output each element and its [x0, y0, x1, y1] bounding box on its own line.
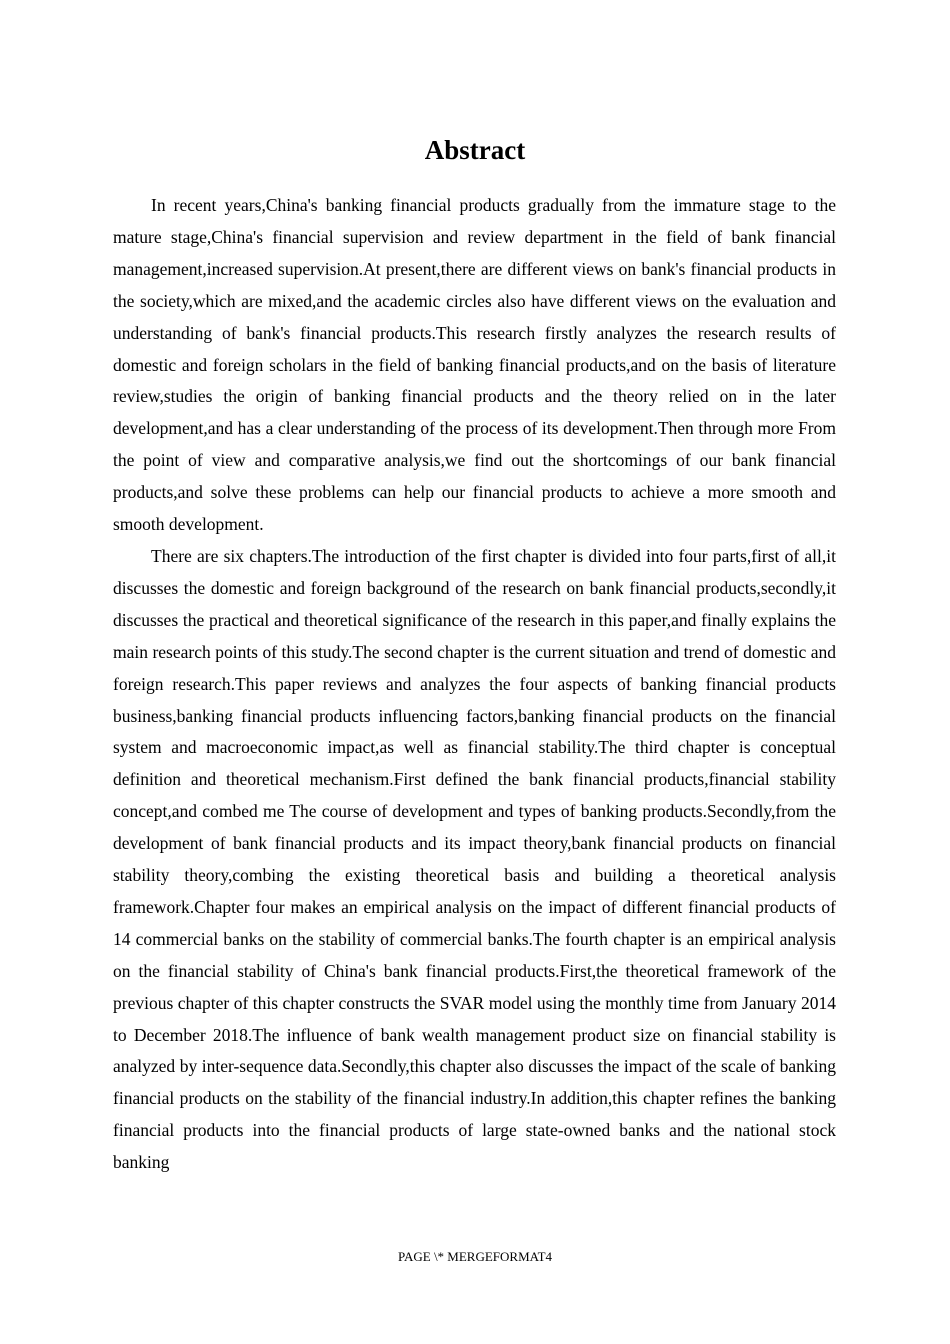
abstract-body [113, 190, 836, 1179]
paragraph: There are six chapters.The introduction of the first chapter is divided into four parts,first of all,it discusses the domestic and foreign background of the research on bank financial products,secondly,it discusses the practical and theoretical significance of the research in this paper,and finally explains the main research points of this study.The second chapter is the current situation and trend of domestic and foreign research.This paper reviews and analyzes the four aspects of banking financial products business,banking financial products influencing factors,banking financial products on the financial system and macroeconomic impact,as well as financial stability.The third chapter is conceptual definition and theoretical mechanism.First defined the bank financial products,financial stability concept,and combed me The course of development and types of banking products.Secondly,from the development of bank financial products and its impact theory,bank financial products on financial stability theory,combing the existing theoretical basis and building a theoretical analysis framework.Chapter four makes an empirical analysis on the impact of different financial products of 14 commercial banks on the stability of commercial banks.The fourth chapter is an empirical analysis on the financial stability of China's bank financial products.First,the theoretical framework of the previous chapter of this chapter constructs the SVAR model using the monthly time from January 2014 to December 2018.The influence of bank wealth management product size on financial stability is analyzed by inter-sequence data.Secondly,this chapter also discusses the impact of the scale of banking financial products on the stability of the financial industry.In addition,this chapter refines the banking financial products into the financial products of large state-owned banks and the national stock banking [113, 545, 836, 1173]
page-footer: PAGE \* MERGEFORMAT4 [397, 1249, 553, 1264]
page-title: Abstract [424, 135, 526, 165]
paragraph: In recent years,China's banking financial products gradually from the immature stage to the mature stage,China's financial supervision and review department in the field of bank financial management,increased supervision.At present,there are different views on bank's financial products in the society,which are mixed,and the academic circles also have different views on the evaluation and understanding of bank's financial products.This research firstly analyzes the research results of domestic and foreign scholars in the field of banking financial products,and on the basis of literature review,studies the origin of banking financial products and the theory relied on in the later development,and has a clear understanding of the process of its development.Then through more From the point of view and comparative analysis,we find out the shortcomings of our bank financial products,and solve these problems can help our financial products to achieve a more smooth and smooth development. [113, 195, 836, 535]
